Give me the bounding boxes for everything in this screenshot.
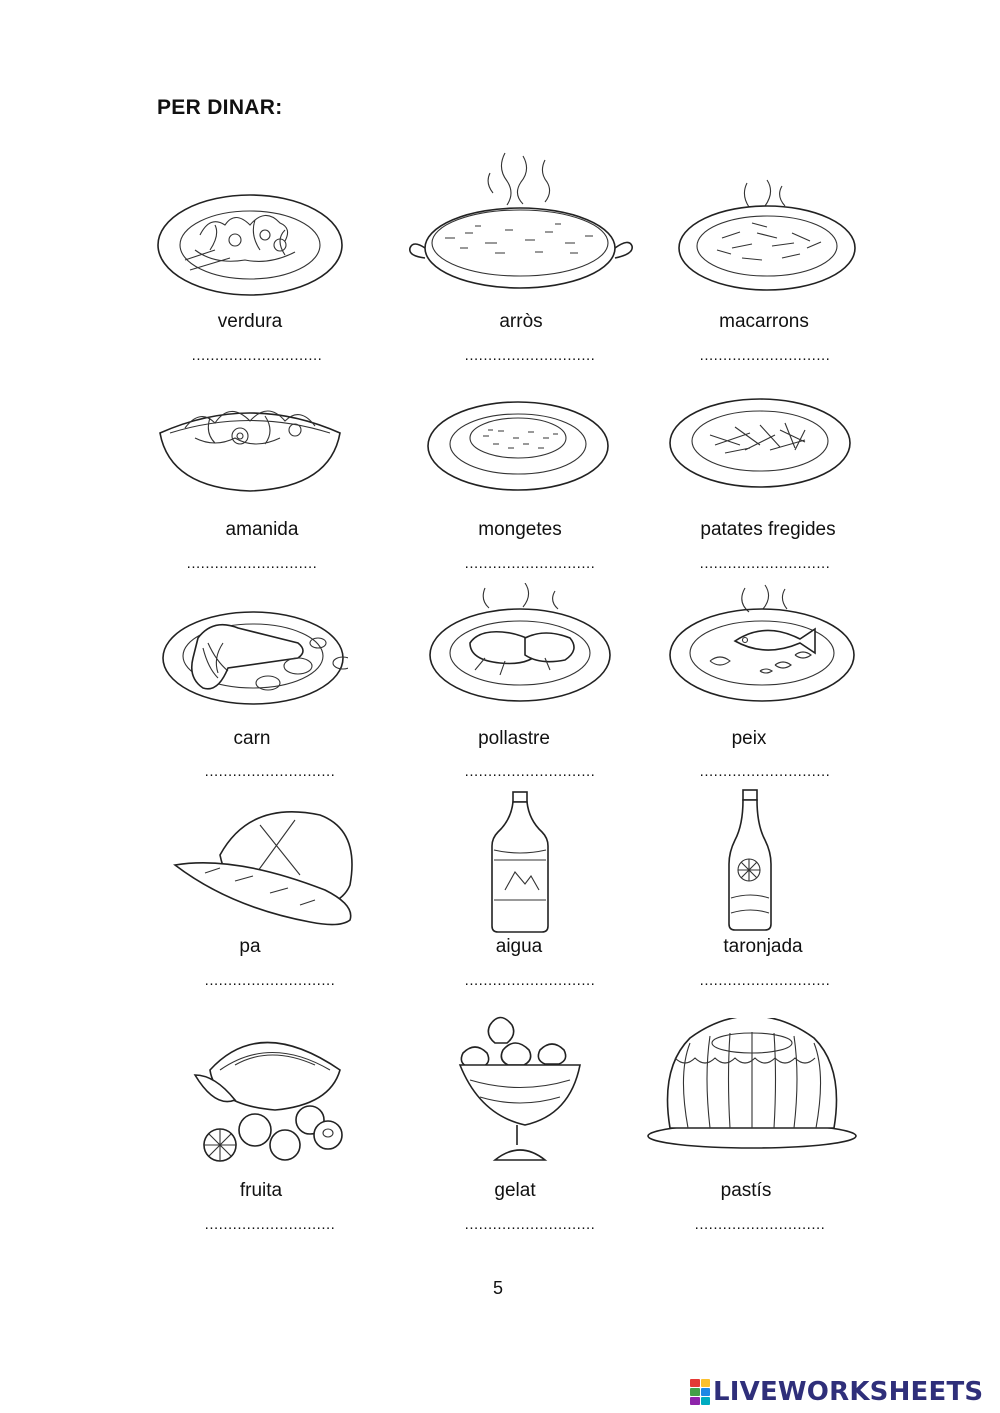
fruit-icon	[190, 1030, 350, 1170]
liveworksheets-logo	[690, 1376, 983, 1408]
fries-plate-icon	[665, 395, 855, 495]
page-title: PER DINAR:	[157, 96, 283, 119]
salad-bowl-icon	[155, 388, 345, 498]
fish-plate-icon	[665, 583, 860, 705]
item-label-verdura: verdura	[217, 311, 283, 332]
water-bottle-icon	[490, 790, 550, 935]
item-label-aigua: aigua	[495, 936, 543, 957]
item-label-gelat: gelat	[494, 1180, 536, 1201]
logo-tile	[690, 1388, 700, 1396]
chicken-plate-icon	[425, 583, 615, 705]
answer-field[interactable]: ............................	[464, 763, 596, 780]
answer-field[interactable]: ............................	[191, 347, 323, 364]
logo-tile	[690, 1379, 700, 1387]
answer-field[interactable]: ............................	[699, 347, 831, 364]
cake-icon	[645, 1018, 860, 1150]
page-number: 5	[493, 1278, 504, 1298]
item-label-taronjada: taronjada	[723, 936, 803, 957]
meat-plate-icon	[158, 603, 348, 708]
logo-tile	[690, 1397, 700, 1405]
beans-plate-icon	[423, 396, 613, 496]
vegetables-plate-icon	[155, 190, 345, 300]
item-label-pastis: pastís	[720, 1180, 772, 1201]
answer-field[interactable]: ............................	[204, 972, 336, 989]
item-label-mongetes: mongetes	[478, 519, 562, 540]
answer-field[interactable]: ............................	[204, 1216, 336, 1233]
orange-soda-bottle-icon	[725, 788, 775, 936]
logo-tile	[701, 1379, 711, 1387]
item-label-carn: carn	[233, 728, 271, 749]
item-label-macarrons: macarrons	[719, 311, 809, 332]
macaroni-plate-icon	[672, 178, 862, 296]
answer-field[interactable]: ............................	[464, 972, 596, 989]
item-label-patates-fregides: patates fregides	[700, 519, 836, 540]
paella-pan-icon	[405, 148, 635, 296]
answer-field[interactable]: ............................	[699, 972, 831, 989]
item-label-amanida: amanida	[225, 519, 299, 540]
answer-field[interactable]: ............................	[699, 763, 831, 780]
item-label-arros: arròs	[499, 311, 543, 332]
logo-mark-icon	[690, 1379, 710, 1405]
answer-field[interactable]: ............................	[694, 1216, 826, 1233]
answer-field[interactable]: ............................	[464, 347, 596, 364]
ice-cream-cup-icon	[455, 1005, 585, 1170]
answer-field[interactable]: ............................	[464, 1216, 596, 1233]
item-label-peix: peix	[731, 728, 767, 749]
item-label-pollastre: pollastre	[478, 728, 550, 749]
logo-tile	[701, 1397, 711, 1405]
item-label-fruita: fruita	[239, 1180, 283, 1201]
item-label-pa: pa	[239, 936, 261, 957]
answer-field[interactable]: ............................	[699, 555, 831, 572]
answer-field[interactable]: ............................	[464, 555, 596, 572]
bread-icon	[170, 805, 360, 930]
answer-field[interactable]: ............................	[204, 763, 336, 780]
answer-field[interactable]: ............................	[186, 555, 318, 572]
logo-text: LIVEWORKSHEETS	[713, 1377, 984, 1407]
logo-tile	[701, 1388, 711, 1396]
